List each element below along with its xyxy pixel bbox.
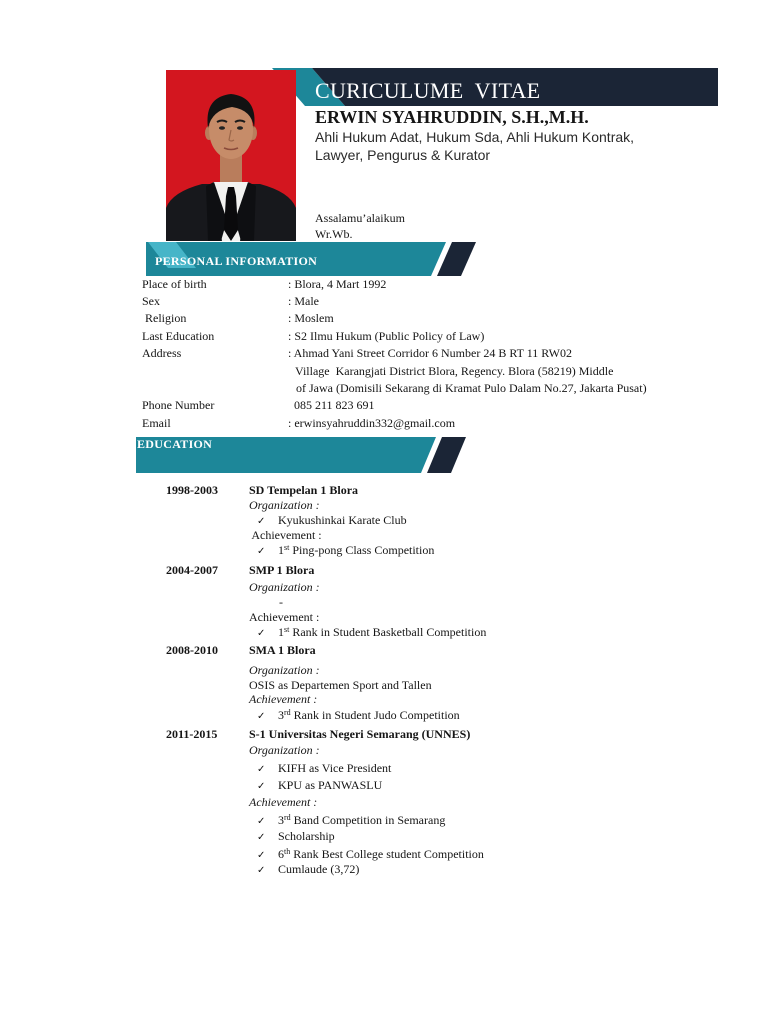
email-value: : erwinsyahruddin332@gmail.com (288, 416, 456, 430)
address-value-line-2: Village Karangjati District Blora, Regency. Blora (58219) Middle (295, 364, 614, 378)
organization-item-text: KIFH as Vice President (278, 761, 392, 775)
checkmark-icon: ✓ (257, 865, 266, 876)
achievement-item (257, 813, 445, 829)
checkmark-icon: ✓ (257, 711, 266, 722)
achievement-ordinal: 3 (278, 813, 284, 827)
organization-label: Organization : (249, 743, 320, 757)
checkmark-icon: ✓ (257, 628, 266, 639)
achievement-item (257, 829, 335, 845)
profile-photo (166, 70, 296, 241)
achievement-item-text: Ping-pong Class Competition (289, 543, 435, 557)
profession-line-1: Ahli Hukum Adat, Hukum Sda, Ahli Hukum Kontrak, (315, 129, 635, 145)
education-years: 2011-2015 (166, 727, 218, 741)
achievement-ordinal: 6 (278, 847, 284, 861)
checkmark-icon: ✓ (257, 546, 266, 557)
education-school: S-1 Universitas Negeri Semarang (UNNES) (249, 727, 471, 741)
checkmark-icon: ✓ (257, 764, 266, 775)
cv-banner-title: CURICULUME VITAE (315, 78, 541, 103)
education-years: 1998-2003 (166, 483, 218, 497)
achievement-ordinal: 1 (278, 625, 284, 639)
organization-item-text: Kyukushinkai Karate Club (278, 513, 407, 527)
achievement-item-text: Rank Best College student Competition (290, 847, 484, 861)
achievement-ordinal: 1 (278, 543, 284, 557)
checkmark-icon: ✓ (257, 850, 266, 861)
phone-number-value: 085 211 823 691 (294, 398, 375, 412)
place-of-birth-label: Place of birth (142, 277, 207, 291)
achievement-item-text: Scholarship (278, 829, 335, 843)
religion-label: Religion (142, 311, 187, 325)
organization-item-text: KPU as PANWASLU (278, 778, 383, 792)
address-value-line-3: of Jawa (Domisili Sekarang di Kramat Pulo Dalam No.27, Jakarta Pusat) (296, 381, 647, 395)
greeting-line-1: Assalamu’alaikum (315, 211, 405, 225)
place-of-birth-value: : Blora, 4 Mart 1992 (288, 277, 387, 291)
education-school: SD Tempelan 1 Blora (249, 483, 359, 497)
organization-item (257, 513, 407, 529)
achievement-ordinal: 3 (278, 708, 284, 722)
address-label: Address (142, 346, 182, 360)
education-school: SMA 1 Blora (249, 643, 316, 657)
sex-value: : Male (288, 294, 319, 308)
achievement-label: Achievement : (249, 528, 322, 542)
profession-line-2: Lawyer, Pengurus & Kurator (315, 147, 491, 163)
achievement-label: Achievement : (249, 610, 320, 624)
religion-value: : Moslem (288, 311, 334, 325)
organization-label: Organization : (249, 663, 320, 677)
organization-text: OSIS as Departemen Sport and Tallen (249, 678, 432, 692)
achievement-ordinal-suffix: rd (284, 708, 291, 717)
candidate-name: ERWIN SYAHRUDDIN, S.H.,M.H. (315, 107, 589, 127)
greeting-line-2: Wr.Wb. (315, 227, 353, 241)
achievement-item (257, 708, 460, 724)
organization-text: - (279, 595, 283, 609)
achievement-ordinal-suffix: th (284, 847, 291, 856)
achievement-item-text: Rank in Student Judo Competition (290, 708, 460, 722)
achievement-label: Achievement : (249, 795, 318, 809)
achievement-label: Achievement : (249, 692, 318, 706)
organization-label: Organization : (249, 580, 320, 594)
personal-info-heading: PERSONAL INFORMATION (155, 254, 318, 268)
checkmark-icon: ✓ (257, 832, 266, 843)
achievement-item (257, 847, 484, 863)
organization-item (257, 778, 382, 794)
achievement-ordinal-suffix: st (284, 625, 290, 634)
education-years: 2004-2007 (166, 563, 218, 577)
organization-label: Organization : (249, 498, 320, 512)
achievement-item (257, 625, 486, 641)
education-years: 2008-2010 (166, 643, 218, 657)
achievement-item (257, 543, 434, 559)
address-value: : Ahmad Yani Street Corridor 6 Number 24 B RT 11 RW02 (288, 346, 572, 360)
email-label: Email (142, 416, 171, 430)
achievement-item-text: Band Competition in Semarang (290, 813, 446, 827)
education-school: SMP 1 Blora (249, 563, 315, 577)
checkmark-icon: ✓ (257, 516, 266, 527)
achievement-ordinal-suffix: st (284, 543, 290, 552)
achievement-item (257, 862, 359, 878)
last-education-value: : S2 Ilmu Hukum (Public Policy of Law) (288, 329, 485, 343)
organization-item (257, 761, 391, 777)
phone-number-label: Phone Number (142, 398, 215, 412)
checkmark-icon: ✓ (257, 816, 266, 827)
achievement-item-text: Rank in Student Basketball Competition (289, 625, 487, 639)
education-heading: EDUCATION (137, 437, 213, 451)
achievement-ordinal-suffix: rd (284, 813, 291, 822)
last-education-label: Last Education (142, 329, 215, 343)
sex-label: Sex (142, 294, 160, 308)
checkmark-icon: ✓ (257, 781, 266, 792)
achievement-item-text: Cumlaude (3,72) (278, 862, 360, 876)
